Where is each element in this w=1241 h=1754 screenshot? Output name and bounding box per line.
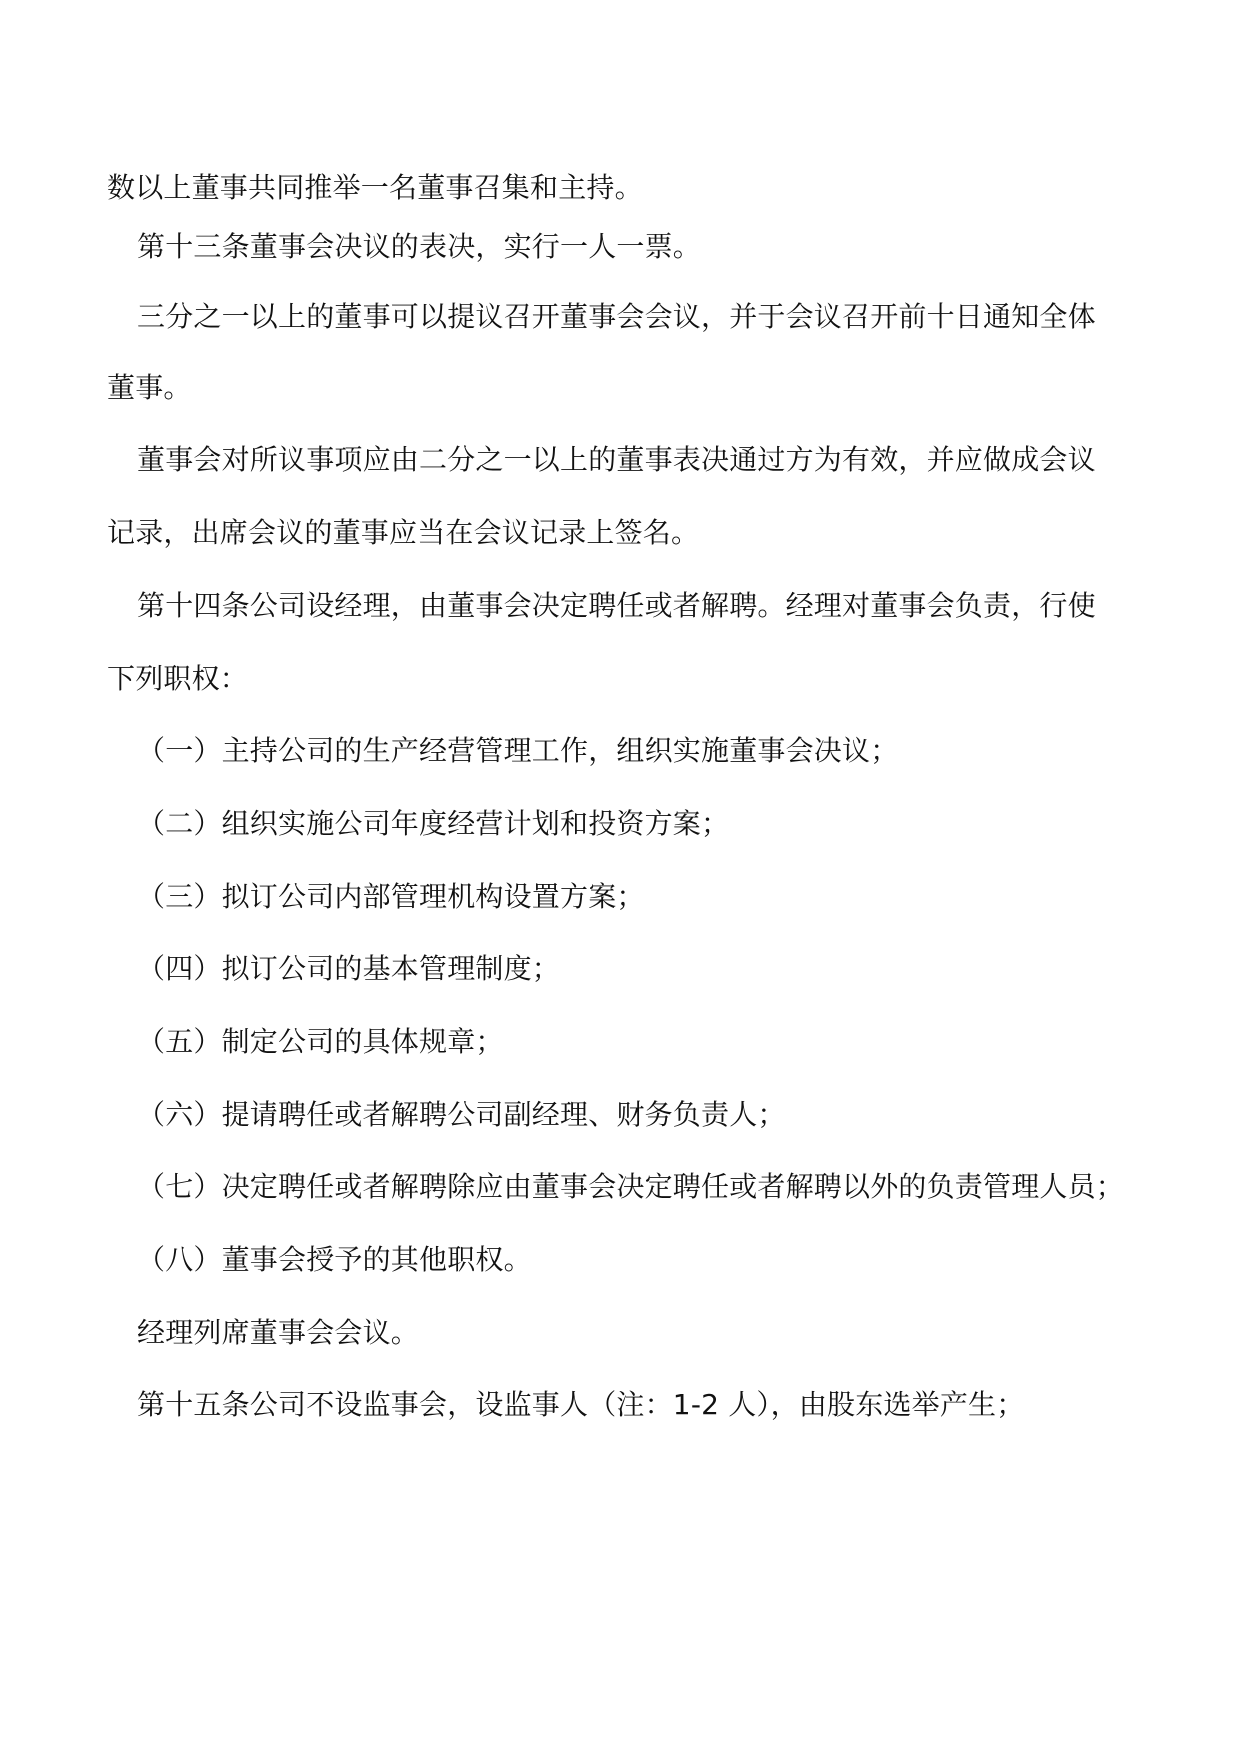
list-item: （五）制定公司的具体规章；	[137, 1025, 504, 1058]
text-line: 下列职权：	[107, 662, 249, 695]
text-line: 第十三条董事会决议的表决，实行一人一票。	[137, 230, 702, 263]
list-item: （三）拟订公司内部管理机构设置方案；	[137, 880, 645, 913]
text-line: 数以上董事共同推举一名董事召集和主持。	[107, 171, 643, 204]
list-item: （四）拟订公司的基本管理制度；	[137, 952, 561, 985]
list-item: （七）决定聘任或者解聘除应由董事会决定聘任或者解聘以外的负责管理人员；	[137, 1170, 1125, 1203]
text-line: 董事会对所议事项应由二分之一以上的董事表决通过方为有效，并应做成会议	[137, 443, 1096, 476]
text-line: 三分之一以上的董事可以提议召开董事会会议，并于会议召开前十日通知全体	[137, 300, 1096, 333]
text-line: 第十五条公司不设监事会，设监事人（注：1-2 人），由股东选举产生；	[137, 1388, 1025, 1421]
text-line: 董事。	[107, 371, 192, 404]
list-item: （六）提请聘任或者解聘公司副经理、财务负责人；	[137, 1098, 786, 1131]
list-item: （一）主持公司的生产经营管理工作，组织实施董事会决议；	[137, 734, 899, 767]
text-line: 经理列席董事会会议。	[137, 1316, 420, 1349]
text-line: 第十四条公司设经理，由董事会决定聘任或者解聘。经理对董事会负责，行使	[137, 589, 1096, 622]
list-item: （八）董事会授予的其他职权。	[137, 1243, 532, 1276]
text-line: 记录，出席会议的董事应当在会议记录上签名。	[107, 516, 700, 549]
list-item: （二）组织实施公司年度经营计划和投资方案；	[137, 807, 730, 840]
